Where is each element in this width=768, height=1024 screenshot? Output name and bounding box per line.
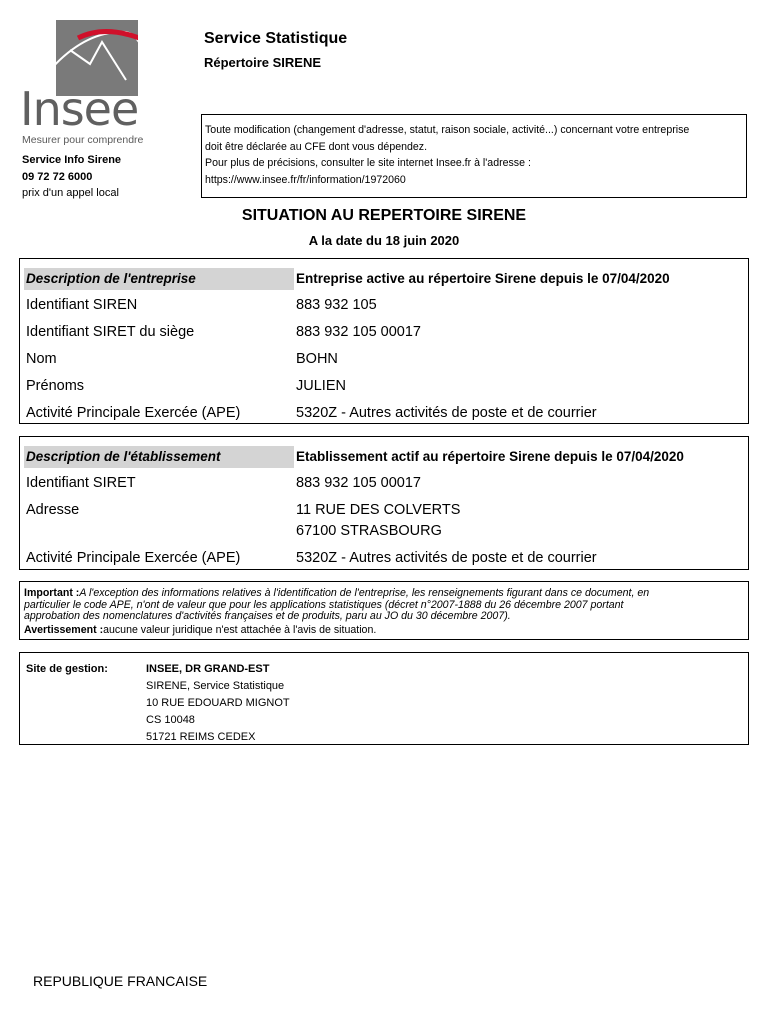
ape-value: 5320Z - Autres activités de poste et de courrier xyxy=(296,405,597,421)
notice-link[interactable]: https://www.insee.fr/fr/information/1972060 xyxy=(205,173,406,186)
page-date: A la date du 18 juin 2020 xyxy=(308,233,460,248)
important-text-2: particulier le code APE, n'ont de valeur que pour les applications statistiques (décret n°2007-1888 du 26 décembre 2007 portant xyxy=(24,598,624,611)
siret-value: 883 932 105 00017 xyxy=(296,475,421,491)
prenoms-value: JULIEN xyxy=(296,378,346,394)
siren-label: Identifiant SIREN xyxy=(26,297,138,313)
nom-label: Nom xyxy=(26,351,57,367)
service-subtitle: Répertoire SIRENE xyxy=(204,55,322,70)
contact-info xyxy=(22,152,121,202)
prenoms-label: Prénoms xyxy=(26,378,85,394)
site-address xyxy=(146,661,290,746)
contact-service: Service Info Sirene xyxy=(22,154,122,166)
page-title: SITUATION AU REPERTOIRE SIRENE xyxy=(241,207,527,224)
etablissement-section xyxy=(19,436,749,570)
contact-phone: 09 72 72 6000 xyxy=(22,170,93,183)
service-title: Service Statistique xyxy=(204,30,348,47)
logo-wordmark: Insee xyxy=(20,82,139,136)
site-line: INSEE, DR GRAND-EST xyxy=(146,663,270,675)
etab-ape-value: 5320Z - Autres activités de poste et de courrier xyxy=(296,550,597,566)
important-text-3: approbation des nomenclatures d'activités françaises et de produits, paru au JO du 30 décembre 2007). xyxy=(24,610,511,622)
site-line: SIRENE, Service Statistique xyxy=(146,680,285,692)
siret-label: Identifiant SIRET xyxy=(26,475,136,491)
site-gestion-box xyxy=(19,652,749,745)
entreprise-section-label: Description de l'entreprise xyxy=(24,268,294,290)
siren-value: 883 932 105 xyxy=(296,297,377,313)
important-text-1: A l'exception des informations relatives à l'identification de l'entreprise, les renseignements figurant dans ce document, en xyxy=(79,587,650,599)
nom-value: BOHN xyxy=(296,351,338,367)
etab-ape-label: Activité Principale Exercée (APE) xyxy=(26,550,241,566)
notice-box xyxy=(201,114,747,198)
warning-label: Avertissement : xyxy=(24,623,104,636)
etablissement-section-label: Description de l'établissement xyxy=(24,446,294,468)
important-label: Important : xyxy=(24,587,80,599)
entreprise-status: Entreprise active au répertoire Sirene depuis le 07/04/2020 xyxy=(296,271,670,286)
site-line: CS 10048 xyxy=(146,714,195,726)
contact-note: prix d'un appel local xyxy=(22,187,119,199)
notice-line: Pour plus de précisions, consulter le site internet Insee.fr à l'adresse : xyxy=(205,157,531,169)
etablissement-status: Etablissement actif au répertoire Sirene depuis le 07/04/2020 xyxy=(296,449,684,464)
site-line: 51721 REIMS CEDEX xyxy=(146,731,256,743)
adresse-line2: 67100 STRASBOURG xyxy=(296,523,442,539)
site-line: 10 RUE EDOUARD MIGNOT xyxy=(146,697,290,709)
site-label: Site de gestion: xyxy=(26,663,108,675)
insee-logo xyxy=(20,18,145,148)
adresse-label: Adresse xyxy=(26,502,80,518)
warning-text: aucune valeur juridique n'est attachée à l'avis de situation. xyxy=(103,623,377,636)
footer-text: REPUBLIQUE FRANCAISE xyxy=(33,973,208,989)
notice-line: Toute modification (changement d'adresse, statut, raison sociale, activité...) concernant votre entreprise xyxy=(205,124,690,136)
entreprise-section xyxy=(19,258,749,424)
logo-tagline: Mesurer pour comprendre xyxy=(22,134,144,146)
notice-line: doit être déclarée au CFE dont vous dépendez. xyxy=(205,140,428,153)
important-box xyxy=(19,581,749,640)
ape-label: Activité Principale Exercée (APE) xyxy=(26,405,241,421)
siret-siege-value: 883 932 105 00017 xyxy=(296,324,421,340)
adresse-line1: 11 RUE DES COLVERTS xyxy=(296,502,461,518)
siret-siege-label: Identifiant SIRET du siège xyxy=(26,324,195,340)
